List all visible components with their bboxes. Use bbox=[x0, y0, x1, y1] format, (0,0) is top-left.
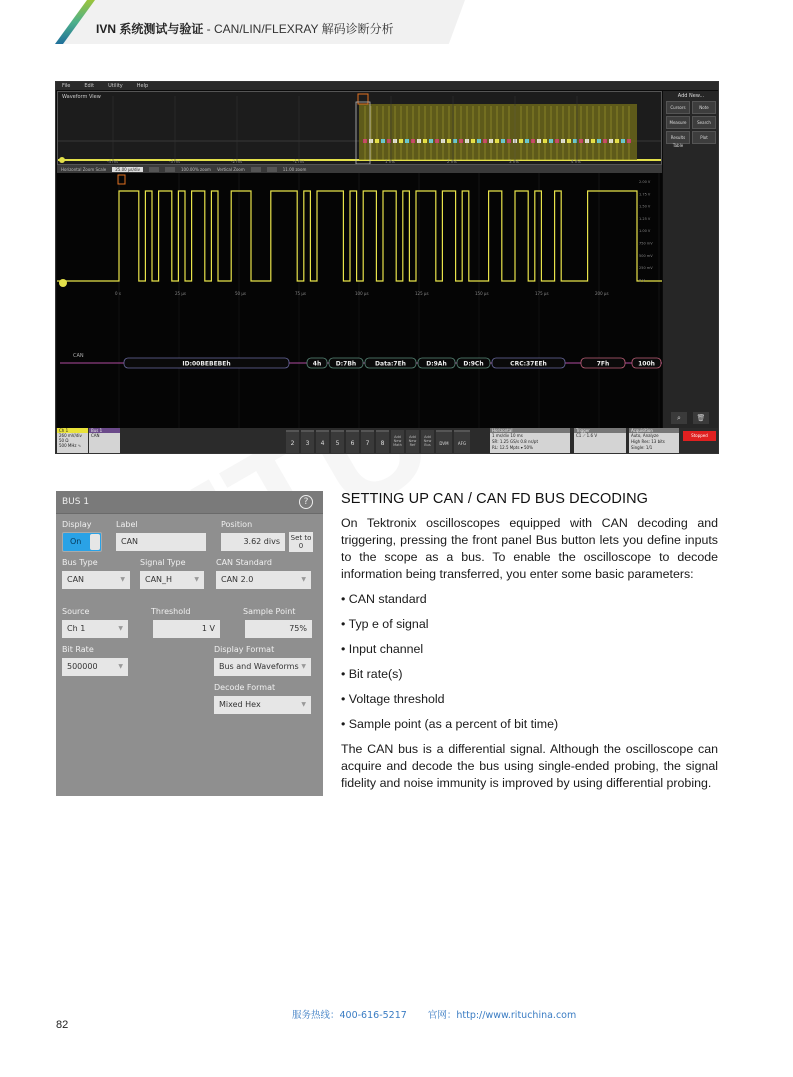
header-title-rest: - CAN/LIN/FLEXRAY 解码诊断分析 bbox=[203, 22, 394, 36]
trigger-marker-icon bbox=[358, 94, 368, 104]
time-tick-label: -4 ms bbox=[107, 159, 119, 164]
channel-2-button[interactable]: 2 bbox=[286, 430, 299, 453]
chevron-down-icon: ▼ bbox=[120, 576, 125, 583]
label-input[interactable]: CAN bbox=[116, 533, 206, 551]
zoom-plus-button[interactable] bbox=[165, 167, 175, 172]
ch1-scale: 260 mV/div bbox=[59, 433, 82, 438]
volt-tick-label: 250 mV bbox=[639, 266, 653, 271]
results-table-button[interactable]: Results Table bbox=[666, 131, 690, 144]
zoom-scale-value[interactable]: 25.00 µs/div bbox=[112, 167, 143, 172]
volt-tick-label: 1.25 V bbox=[639, 216, 651, 221]
footer bbox=[292, 1007, 594, 1021]
trigger-setting: C1 ⟋ 1.6 V bbox=[576, 433, 598, 438]
list-item: • Input channel bbox=[341, 641, 718, 658]
vzoom-plus-button[interactable] bbox=[267, 167, 277, 172]
display-format-value: Bus and Waveforms bbox=[219, 662, 299, 671]
bit-rate-value: 500000 bbox=[67, 662, 98, 671]
ch1-waveform bbox=[57, 191, 662, 281]
menu-file[interactable]: File bbox=[62, 83, 71, 89]
position-input[interactable]: 3.62 divs bbox=[221, 533, 285, 551]
display-toggle[interactable] bbox=[62, 532, 102, 552]
bus-segment-label: 100h bbox=[638, 360, 655, 368]
overview-plot bbox=[58, 92, 661, 164]
bus-config-dialog bbox=[56, 491, 323, 796]
bus-type-label: Bus Type bbox=[62, 558, 98, 567]
menu-utility[interactable]: Utility bbox=[108, 83, 123, 89]
zoom-scale-label: Horizontal Zoom Scale bbox=[61, 166, 107, 172]
plot-button[interactable]: Plot bbox=[692, 131, 716, 144]
bus-label: CAN bbox=[73, 353, 84, 359]
position-label: Position bbox=[221, 520, 253, 529]
time-tick-label: 100 µs bbox=[355, 291, 369, 296]
time-tick-label: -1 ms bbox=[293, 159, 305, 164]
can-standard-label: CAN Standard bbox=[216, 558, 272, 567]
vertical-zoom-value: 11.00 zoom bbox=[282, 166, 307, 172]
acquisition-line-2: High Res: 13 bits bbox=[631, 439, 665, 444]
time-tick-label: 200 µs bbox=[595, 291, 609, 296]
threshold-label: Threshold bbox=[151, 607, 191, 616]
dialog-header bbox=[56, 491, 323, 514]
time-tick-label: 125 µs bbox=[415, 291, 429, 296]
bus1-type: CAN bbox=[91, 433, 100, 438]
horizontal-line-2: SR: 1.25 GS/s 0.8 ns/pt bbox=[492, 439, 539, 444]
trigger-badge[interactable] bbox=[574, 428, 626, 454]
acquisition-line-1: Auto, Analyze bbox=[631, 433, 659, 438]
signal-type-select[interactable] bbox=[140, 571, 204, 589]
oscilloscope-screenshot bbox=[55, 81, 719, 454]
zoom-bar bbox=[57, 165, 662, 173]
ch1-marker-icon bbox=[59, 279, 67, 287]
chevron-down-icon: ▼ bbox=[301, 576, 306, 583]
add-math-button[interactable]: Add New Math bbox=[391, 430, 404, 453]
vertical-zoom-label: Vertical Zoom bbox=[216, 166, 245, 172]
volt-tick-label: 750 mV bbox=[639, 241, 653, 246]
zoomed-waveform-plot bbox=[57, 173, 662, 300]
bus-decode-plot bbox=[57, 300, 662, 428]
zoom-hpos: 100.00% zoom bbox=[180, 166, 211, 172]
time-tick-label: -3 ms bbox=[169, 159, 181, 164]
channel-3-button[interactable]: 3 bbox=[301, 430, 314, 453]
waveform-view-title: Waveform View bbox=[62, 94, 101, 100]
time-tick-label: -2 ms bbox=[231, 159, 243, 164]
time-tick-label: 150 µs bbox=[475, 291, 489, 296]
channel-7-button[interactable]: 7 bbox=[361, 430, 374, 453]
source-select[interactable] bbox=[62, 620, 128, 638]
can-standard-select[interactable] bbox=[216, 571, 311, 589]
ch1-badge[interactable] bbox=[57, 428, 88, 454]
menu-help[interactable]: Help bbox=[136, 83, 149, 89]
overview-signal-burst bbox=[359, 104, 637, 160]
acquisition-line-3: Single: 1/1 bbox=[631, 445, 653, 450]
dialog-title: BUS 1 bbox=[62, 497, 90, 507]
time-tick-label: 25 µs bbox=[175, 291, 186, 296]
acquisition-title: Acquisition bbox=[629, 428, 679, 433]
decode-format-value: Mixed Hex bbox=[219, 700, 261, 709]
bus-segment-label: D:9Ah bbox=[426, 360, 447, 368]
time-tick-label: 1 ms bbox=[385, 159, 395, 164]
add-new-panel bbox=[663, 91, 719, 428]
run-stop-button[interactable]: Stopped bbox=[683, 431, 716, 441]
article-heading: SETTING UP CAN / CAN FD BUS DECODING bbox=[341, 491, 649, 507]
list-item: • Typ e of signal bbox=[341, 616, 718, 633]
volt-tick-label: 1.50 V bbox=[639, 204, 651, 209]
time-tick-label: 50 µs bbox=[235, 291, 246, 296]
decode-format-label: Decode Format bbox=[214, 683, 276, 692]
volt-tick-label: 1.00 V bbox=[639, 229, 651, 234]
bit-rate-label: Bit Rate bbox=[62, 645, 94, 654]
vzoom-minus-button[interactable] bbox=[251, 167, 261, 172]
ch1-marker-icon bbox=[59, 157, 65, 163]
set-to-zero-button[interactable]: Set to 0 bbox=[290, 534, 312, 550]
time-tick-label: 75 µs bbox=[295, 291, 306, 296]
list-item: • CAN standard bbox=[341, 591, 718, 608]
signal-type-value: CAN_H bbox=[145, 575, 173, 584]
article-intro: On Tektronix oscilloscopes equipped with CAN decoding and triggering, pressing the front panel Bus button lets you define inputs to the scope as a bus. To enable the oscilloscope to decode information being transferred, you enter some basic parameters: bbox=[341, 516, 718, 581]
page-number: 82 bbox=[56, 1019, 69, 1031]
article-closing: The CAN bus is a differential signal. Although the oscilloscope can acquire and decode the bus using single-ended probing, the signal fidelity and noise immunity is improved by using differential probing. bbox=[341, 742, 718, 790]
bus-segment-label: Data:7Eh bbox=[375, 360, 406, 368]
bit-rate-select[interactable] bbox=[62, 658, 128, 676]
bus-segment-label: D:7Bh bbox=[335, 360, 357, 368]
display-format-label: Display Format bbox=[214, 645, 275, 654]
bus-segment-label: 4h bbox=[312, 360, 322, 368]
list-item: • Voltage threshold bbox=[341, 691, 718, 708]
toggle-knob bbox=[90, 534, 100, 550]
zoom-tool-icon[interactable]: ⌕ bbox=[671, 412, 687, 424]
header-title-bold: IVN 系统测试与验证 bbox=[96, 22, 204, 36]
time-tick-label: 175 µs bbox=[535, 291, 549, 296]
label-label: Label bbox=[116, 520, 138, 529]
channel-6-button[interactable]: 6 bbox=[346, 430, 359, 453]
channel-8-button[interactable]: 8 bbox=[376, 430, 389, 453]
horizontal-title: Horizontal bbox=[490, 428, 570, 433]
chevron-down-icon: ▼ bbox=[194, 576, 199, 583]
bus-segment-label: D:9Ch bbox=[463, 360, 484, 368]
can-standard-value: CAN 2.0 bbox=[221, 575, 254, 584]
ch1-title: Ch 1 bbox=[57, 428, 88, 433]
sample-point-input[interactable]: 75% bbox=[245, 620, 312, 638]
source-value: Ch 1 bbox=[67, 624, 86, 633]
list-item: • Bit rate(s) bbox=[341, 666, 718, 683]
search-button[interactable]: Search bbox=[692, 116, 716, 129]
chevron-down-icon: ▼ bbox=[301, 701, 306, 708]
display-label: Display bbox=[62, 520, 92, 529]
ch1-impedance: 50 Ω bbox=[59, 438, 69, 443]
bus1-title: Bus 1 bbox=[89, 428, 120, 433]
time-tick-label: 3 ms bbox=[509, 159, 519, 164]
add-ref-button[interactable]: Add New Ref bbox=[406, 430, 419, 453]
add-bus-button[interactable]: Add New Bus bbox=[421, 430, 434, 453]
chevron-down-icon: ▼ bbox=[118, 663, 123, 670]
bus1-badge[interactable] bbox=[89, 428, 120, 454]
measure-button[interactable]: Measure bbox=[666, 116, 690, 129]
article bbox=[341, 491, 718, 792]
parameter-list bbox=[341, 591, 718, 733]
list-item: • Sample point (as a percent of bit time) bbox=[341, 716, 718, 733]
horizontal-badge[interactable] bbox=[490, 428, 570, 454]
trigger-title: Trigger bbox=[574, 428, 626, 433]
volt-tick-label: 500 mV bbox=[639, 253, 653, 258]
menu-bar bbox=[56, 82, 718, 90]
sample-point-label: Sample Point bbox=[243, 607, 296, 616]
zoom-minus-button[interactable] bbox=[149, 167, 159, 172]
chevron-down-icon: ▼ bbox=[301, 663, 306, 670]
acquisition-badge[interactable] bbox=[629, 428, 679, 454]
bus-type-select[interactable] bbox=[62, 571, 130, 589]
afg-button[interactable]: AFG bbox=[454, 430, 470, 453]
bus-segment-label: ID:00BEBEBEh bbox=[182, 360, 231, 368]
volt-tick-label: 1.75 V bbox=[639, 192, 651, 197]
time-tick-label: 0 s bbox=[115, 291, 121, 296]
signal-type-label: Signal Type bbox=[140, 558, 186, 567]
ch1-bandwidth: 500 MHz ∿ bbox=[59, 443, 82, 448]
header-title bbox=[96, 20, 394, 37]
display-toggle-value: On bbox=[70, 537, 82, 546]
display-format-select[interactable] bbox=[214, 658, 311, 676]
bus-type-value: CAN bbox=[67, 575, 85, 584]
volt-tick-label: 0 V bbox=[639, 278, 645, 283]
chevron-down-icon: ▼ bbox=[118, 625, 123, 632]
horizontal-line-3: RL: 12.5 Mpts ▾ 50% bbox=[492, 445, 533, 450]
footer-website[interactable]: 官网：http://www.rituchina.com bbox=[427, 1010, 577, 1021]
source-label: Source bbox=[62, 607, 90, 616]
bus-decode-area bbox=[57, 300, 662, 428]
volt-tick-label: 2.00 V bbox=[639, 180, 651, 184]
threshold-input[interactable]: 1 V bbox=[153, 620, 220, 638]
channel-5-button[interactable]: 5 bbox=[331, 430, 344, 453]
bus-segment-label: 7Fh bbox=[596, 360, 610, 368]
time-tick-label: 4 ms bbox=[571, 159, 581, 164]
menu-edit[interactable]: Edit bbox=[84, 83, 95, 89]
dvm-button[interactable]: DVM bbox=[436, 430, 452, 453]
horizontal-line-1: 1 ms/div 10 ms bbox=[492, 433, 523, 438]
status-bar bbox=[56, 428, 719, 454]
add-new-title: Add New... bbox=[677, 93, 705, 99]
cursors-button[interactable]: Cursors bbox=[666, 101, 690, 114]
time-tick-label: 2 ms bbox=[447, 159, 457, 164]
zoomed-waveform bbox=[57, 173, 662, 300]
note-button[interactable]: Note bbox=[692, 101, 716, 114]
channel-4-button[interactable]: 4 bbox=[316, 430, 329, 453]
waveform-overview bbox=[57, 91, 662, 165]
bus-segment-label: CRC:37EEh bbox=[510, 360, 547, 368]
channel-buttons bbox=[286, 430, 470, 453]
trash-icon[interactable]: 🗑 bbox=[693, 412, 709, 424]
help-icon[interactable]: ? bbox=[299, 495, 313, 509]
footer-hotline: 服务热线：400-616-5217 bbox=[292, 1010, 407, 1021]
decode-format-select[interactable] bbox=[214, 696, 311, 714]
